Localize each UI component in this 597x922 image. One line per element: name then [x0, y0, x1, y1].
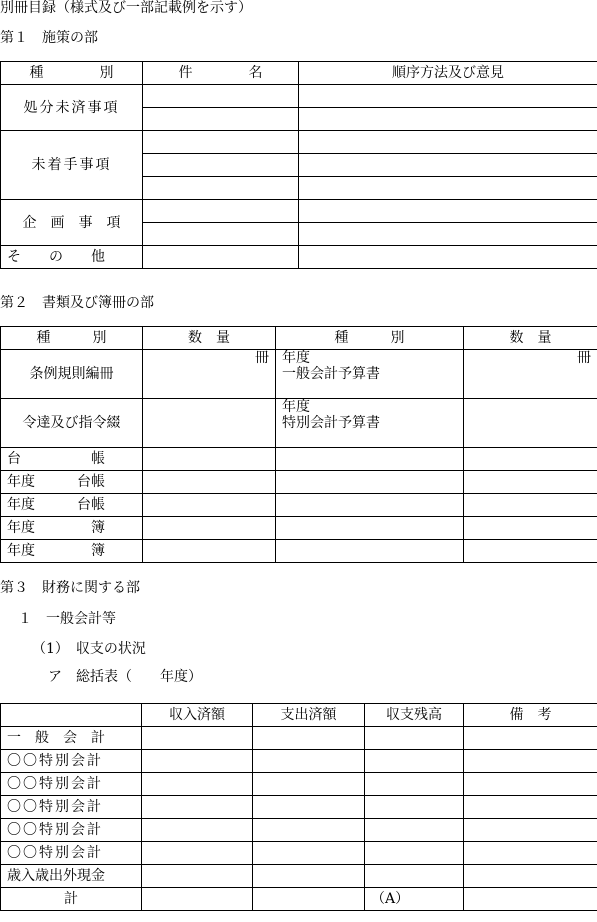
header-balance: 収支残高 [365, 704, 464, 727]
row-label: 〇〇特別会計 [1, 750, 142, 773]
table-cell[interactable] [142, 727, 253, 750]
table-cell[interactable] [299, 85, 597, 108]
table-cell[interactable] [143, 517, 276, 540]
header-kind: 種 別 [1, 62, 143, 85]
total-balance-note: （A） [365, 888, 464, 911]
row-label: 台 帳 [1, 448, 143, 471]
table-cell[interactable] [464, 888, 597, 911]
header-quantity: 数 量 [143, 327, 276, 350]
table-cell[interactable] [143, 131, 299, 154]
table-cell[interactable] [142, 865, 253, 888]
row-label: 〇〇特別会計 [1, 773, 142, 796]
row-label: 計 [1, 888, 142, 911]
table-cell[interactable] [276, 540, 464, 563]
table-cell[interactable] [142, 796, 253, 819]
document-name: 特別会計予算書 [282, 415, 380, 431]
header-kind: 種 別 [1, 327, 143, 350]
table-cell[interactable] [253, 796, 365, 819]
table-header-row [1, 327, 597, 350]
year-label: 年度 [282, 350, 310, 366]
unit-label: 冊 [464, 350, 597, 399]
table-cell[interactable] [253, 865, 365, 888]
table-cell[interactable] [253, 842, 365, 865]
table-cell[interactable] [253, 819, 365, 842]
table-cell[interactable] [464, 494, 597, 517]
table-row [1, 750, 597, 773]
row-label: 〇〇特別会計 [1, 842, 142, 865]
row-label: 処分未済事項 [1, 85, 143, 131]
table-cell[interactable] [299, 246, 597, 269]
table-cell[interactable] [143, 246, 299, 269]
table-cell[interactable] [299, 108, 597, 131]
table-cell[interactable] [464, 842, 597, 865]
header-expense: 支出済額 [253, 704, 365, 727]
header-quantity: 数 量 [464, 327, 597, 350]
section3-subheading: １ 一般会計等 [18, 611, 116, 627]
table-cell[interactable] [464, 399, 597, 448]
table-cell[interactable] [464, 448, 597, 471]
table-cell[interactable] [276, 517, 464, 540]
section3-subsubheading: （1） 収支の状況 [32, 641, 146, 657]
table-row [1, 399, 597, 448]
row-label: そ の 他 [1, 246, 143, 269]
table-cell[interactable] [143, 399, 276, 448]
table-cell[interactable] [276, 471, 464, 494]
table-cell[interactable] [143, 448, 276, 471]
table-cell[interactable] [276, 448, 464, 471]
table-cell[interactable] [464, 796, 597, 819]
year-label: 年度 [282, 399, 310, 415]
table-row [1, 494, 597, 517]
row-label: 年度 台帳 [1, 494, 143, 517]
table-cell[interactable] [253, 773, 365, 796]
table-cell[interactable] [143, 471, 276, 494]
table-row [1, 796, 597, 819]
row-label: 〇〇特別会計 [1, 796, 142, 819]
table-cell[interactable] [142, 842, 253, 865]
table-row [1, 865, 597, 888]
table-cell[interactable] [143, 108, 299, 131]
table-cell[interactable] [299, 131, 597, 154]
table-cell[interactable] [142, 750, 253, 773]
row-label: 未着手事項 [1, 131, 143, 200]
table-row [1, 888, 597, 911]
header-method: 順序方法及び意見 [299, 62, 597, 85]
table-cell[interactable] [365, 842, 464, 865]
header-remarks: 備 考 [464, 704, 597, 727]
table-cell[interactable] [253, 727, 365, 750]
table-row [1, 819, 597, 842]
table-row [1, 448, 597, 471]
summary-table-title: ア 総括表（ 年度） [48, 669, 202, 685]
table-cell[interactable] [365, 727, 464, 750]
row-label: 条例規則編冊 [1, 350, 143, 399]
table-row [1, 727, 597, 750]
table-cell[interactable] [143, 494, 276, 517]
table-cell[interactable] [143, 177, 299, 200]
header-blank [1, 704, 142, 727]
table-row [1, 471, 597, 494]
header-subject: 件 名 [143, 62, 299, 85]
table-row [1, 842, 597, 865]
section3-heading: 第３ 財務に関する部 [0, 580, 140, 596]
row-label: 年度 簿 [1, 517, 143, 540]
row-label [276, 399, 464, 448]
header-income: 収入済額 [142, 704, 253, 727]
table-cell[interactable] [365, 773, 464, 796]
table-cell[interactable] [365, 750, 464, 773]
table-cell[interactable] [464, 471, 597, 494]
table-cell[interactable] [464, 773, 597, 796]
row-label: 年度 簿 [1, 540, 143, 563]
unit-label: 冊 [143, 350, 276, 399]
table-row [1, 246, 597, 269]
table-cell[interactable] [365, 796, 464, 819]
table-cell[interactable] [299, 200, 597, 223]
row-label: 令達及び指令綴 [1, 399, 143, 448]
table-cell[interactable] [464, 517, 597, 540]
table-row [1, 131, 597, 154]
table-header-row [1, 62, 597, 85]
section2-heading: 第２ 書類及び簿冊の部 [0, 295, 154, 311]
row-label: 歳入歳出外現金 [1, 865, 142, 888]
table-cell[interactable] [299, 154, 597, 177]
table-cell[interactable] [253, 888, 365, 911]
table-cell[interactable] [464, 750, 597, 773]
document-title: 別冊目録（様式及び一部記載例を示す） [0, 0, 252, 16]
table-cell[interactable] [299, 223, 597, 246]
table-row [1, 85, 597, 108]
summary-table [0, 703, 597, 911]
table-cell[interactable] [142, 773, 253, 796]
table-cell[interactable] [143, 540, 276, 563]
table-cell[interactable] [276, 494, 464, 517]
table-cell[interactable] [143, 85, 299, 108]
row-label: 一 般 会 計 [1, 727, 142, 750]
table-row [1, 350, 597, 399]
table-cell[interactable] [464, 540, 597, 563]
table-cell[interactable] [464, 727, 597, 750]
table-cell[interactable] [365, 865, 464, 888]
table-cell[interactable] [143, 223, 299, 246]
table-cell[interactable] [142, 819, 253, 842]
table-cell[interactable] [464, 865, 597, 888]
document-name: 一般会計予算書 [282, 366, 380, 382]
table-cell[interactable] [464, 819, 597, 842]
table-cell[interactable] [143, 200, 299, 223]
table-row [1, 773, 597, 796]
section1-heading: 第１ 施策の部 [0, 30, 98, 46]
table-cell[interactable] [142, 888, 253, 911]
table-row [1, 200, 597, 223]
table-row [1, 540, 597, 563]
row-label [276, 350, 464, 399]
table-header-row [1, 704, 597, 727]
row-label: 〇〇特別会計 [1, 819, 142, 842]
table-row [1, 517, 597, 540]
policy-table [0, 61, 597, 269]
table-cell[interactable] [143, 154, 299, 177]
table-cell[interactable] [365, 819, 464, 842]
header-kind: 種 別 [276, 327, 464, 350]
row-label: 年度 台帳 [1, 471, 143, 494]
row-label: 企 画 事 項 [1, 200, 143, 246]
table-cell[interactable] [253, 750, 365, 773]
documents-table [0, 326, 597, 563]
table-cell[interactable] [299, 177, 597, 200]
